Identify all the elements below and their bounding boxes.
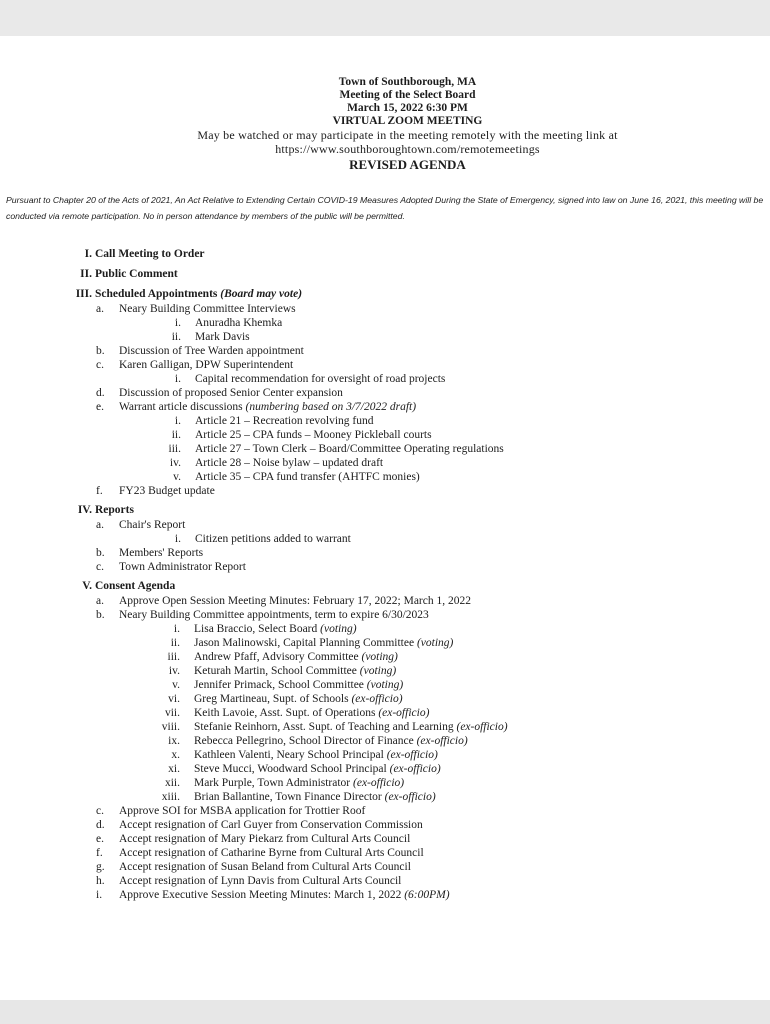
list-item (0, 546, 770, 560)
subitem-number: i. (174, 533, 181, 545)
list-subitem (0, 622, 770, 636)
list-item (0, 344, 770, 358)
list-item (0, 518, 770, 532)
item-letter: e. (96, 401, 104, 413)
list-item (0, 400, 770, 414)
item-text: Town Administrator Report (119, 561, 246, 573)
subitem-number: xii. (164, 777, 180, 789)
list-item (0, 386, 770, 400)
meeting-name: Meeting of the Select Board (339, 89, 476, 101)
subitem-number: iii. (167, 651, 180, 663)
section-public-comment (0, 266, 770, 282)
subitem-role: (voting) (416, 637, 454, 649)
item-letter: b. (96, 345, 105, 357)
subitem-role: (voting) (359, 665, 397, 677)
meeting-date: March 15, 2022 6:30 PM (347, 102, 468, 114)
item-letter: h. (96, 875, 105, 887)
item-note: (6:00PM) (404, 889, 450, 901)
subitem-role: (ex-officio) (456, 721, 508, 733)
subitem-number: v. (173, 471, 181, 483)
subitem-role: (voting) (366, 679, 404, 691)
subitem-text: Mark Davis (195, 331, 250, 343)
section-title: Scheduled Appointments (95, 288, 218, 300)
item-letter: e. (96, 833, 104, 845)
item-text: Accept resignation of Mary Piekarz from Cultural Arts Council (119, 833, 411, 845)
subitem-text: Article 35 – CPA fund transfer (AHTFC monies) (195, 471, 420, 483)
list-subitem (0, 372, 770, 386)
list-subitem (0, 330, 770, 344)
subitem-number: i. (174, 373, 181, 385)
list-subitem (0, 428, 770, 442)
list-subitem (0, 692, 770, 706)
item-text: Members' Reports (119, 547, 204, 559)
subitem-text: Keturah Martin, School Committee (194, 665, 357, 677)
list-subitem (0, 664, 770, 678)
subitem-number: ii. (170, 637, 180, 649)
list-subitem (0, 456, 770, 470)
subitem-number: xiii. (161, 791, 180, 803)
item-letter: c. (96, 359, 104, 371)
subitem-role: (ex-officio) (384, 791, 436, 803)
agenda-list (0, 246, 770, 902)
subitem-text: Kathleen Valenti, Neary School Principal (194, 749, 384, 761)
item-text: Karen Galligan, DPW Superintendent (119, 359, 294, 371)
list-subitem (0, 748, 770, 762)
item-text: Accept resignation of Catharine Byrne from Cultural Arts Council (119, 847, 424, 859)
agenda-title: REVISED AGENDA (349, 157, 466, 172)
item-letter: d. (96, 819, 105, 831)
list-item (0, 804, 770, 818)
item-letter: f. (96, 485, 103, 497)
list-subitem (0, 442, 770, 456)
list-subitem (0, 470, 770, 484)
subitem-text: Citizen petitions added to warrant (195, 533, 351, 545)
subitem-text: Steve Mucci, Woodward School Principal (194, 763, 387, 775)
subitem-text: Brian Ballantine, Town Finance Director (194, 791, 382, 803)
subitem-number: ii. (171, 429, 181, 441)
town-name: Town of Southborough, MA (338, 76, 477, 88)
subitem-text: Jennifer Primack, School Committee (194, 679, 364, 691)
subitem-role: (ex-officio) (416, 735, 468, 747)
item-letter: c. (96, 561, 104, 573)
subitem-number: v. (172, 679, 180, 691)
list-item (0, 608, 770, 622)
item-text: Accept resignation of Carl Guyer from Conservation Commission (119, 819, 423, 831)
item-text: Neary Building Committee appointments, term to expire 6/30/2023 (119, 609, 429, 621)
subitem-number: vi. (168, 693, 180, 705)
list-subitem (0, 706, 770, 720)
section-number: V. (82, 580, 92, 592)
list-item (0, 484, 770, 498)
subitem-text: Stefanie Reinhorn, Asst. Supt. of Teaching and Learning (194, 721, 454, 733)
list-item (0, 832, 770, 846)
list-subitem (0, 762, 770, 776)
list-subitem (0, 532, 770, 546)
subitem-text: Article 21 – Recreation revolving fund (195, 415, 374, 427)
section-reports (0, 502, 770, 518)
remote-link: https://www.southboroughtown.com/remotemeetings (275, 142, 540, 156)
subitem-number: i. (174, 317, 181, 329)
section-consent-agenda (0, 578, 770, 594)
list-subitem (0, 790, 770, 804)
list-item (0, 846, 770, 860)
subitem-number: vii. (164, 707, 180, 719)
remote-notice: May be watched or may participate in the meeting remotely with the meeting link at (197, 128, 618, 142)
subitem-number: x. (171, 749, 180, 761)
subitem-text: Greg Martineau, Supt. of Schools (194, 693, 349, 705)
item-text: Discussion of Tree Warden appointment (119, 345, 304, 357)
scan-border-top (0, 0, 770, 36)
section-call-to-order (0, 246, 770, 262)
subitem-text: Rebecca Pellegrino, School Director of Finance (194, 735, 414, 747)
subitem-number: xi. (168, 763, 180, 775)
list-item (0, 358, 770, 372)
list-item (0, 302, 770, 316)
list-subitem (0, 776, 770, 790)
list-subitem (0, 650, 770, 664)
list-subitem (0, 720, 770, 734)
item-text: Approve Executive Session Meeting Minutes: March 1, 2022 (119, 889, 402, 901)
item-letter: c. (96, 805, 104, 817)
list-subitem (0, 414, 770, 428)
item-note: (numbering based on 3/7/2022 draft) (245, 401, 417, 413)
list-item (0, 874, 770, 888)
section-title: Consent Agenda (95, 580, 176, 592)
subitem-text: Article 28 – Noise bylaw – updated draft (195, 457, 384, 469)
subitem-number: ix. (168, 735, 180, 747)
subitem-role: (ex-officio) (378, 707, 430, 719)
subitem-number: iv. (168, 665, 180, 677)
subitem-number: i. (173, 623, 180, 635)
subitem-text: Mark Purple, Town Administrator (194, 777, 351, 789)
subitem-role: (ex-officio) (386, 749, 438, 761)
scan-border-bottom (0, 1000, 770, 1024)
subitem-number: i. (174, 415, 181, 427)
section-note: (Board may vote) (220, 288, 303, 300)
item-letter: a. (96, 595, 104, 607)
subitem-number: iv. (169, 457, 181, 469)
section-scheduled-appointments (0, 286, 770, 302)
item-text: Discussion of proposed Senior Center expansion (119, 387, 343, 399)
subitem-number: ii. (171, 331, 181, 343)
subitem-role: (ex-officio) (353, 777, 405, 789)
subitem-text: Anuradha Khemka (195, 317, 283, 329)
subitem-number: iii. (168, 443, 181, 455)
subitem-role: (voting) (361, 651, 398, 663)
subitem-text: Keith Lavoie, Asst. Supt. of Operations (194, 707, 376, 719)
list-subitem (0, 316, 770, 330)
item-text: Neary Building Committee Interviews (119, 303, 296, 315)
section-number: III. (75, 288, 92, 300)
item-text: Accept resignation of Susan Beland from Cultural Arts Council (119, 861, 411, 873)
subitem-text: Article 27 – Town Clerk – Board/Committee Operating regulations (195, 443, 504, 455)
list-item (0, 594, 770, 608)
subitem-text: Jason Malinowski, Capital Planning Committee (194, 637, 415, 649)
section-title: Reports (95, 504, 134, 516)
list-subitem (0, 678, 770, 692)
item-letter: a. (96, 519, 104, 531)
list-item (0, 560, 770, 574)
subitem-text: Andrew Pfaff, Advisory Committee (194, 651, 359, 663)
item-text: Approve Open Session Meeting Minutes: February 17, 2022; March 1, 2022 (119, 595, 471, 607)
subitem-number: viii. (161, 721, 180, 733)
list-item (0, 888, 770, 902)
item-letter: b. (96, 609, 105, 621)
item-letter: f. (96, 847, 103, 859)
item-text: Warrant article discussions (119, 401, 243, 413)
item-text: FY23 Budget update (119, 485, 215, 497)
subitem-text: Lisa Braccio, Select Board (194, 623, 318, 635)
subitem-role: (voting) (320, 623, 357, 635)
section-title: Public Comment (95, 268, 178, 280)
list-item (0, 860, 770, 874)
item-letter: i. (96, 889, 103, 901)
section-number: I. (84, 248, 92, 260)
item-letter: g. (96, 861, 105, 873)
subitem-role: (ex-officio) (351, 693, 403, 705)
agenda-header (0, 76, 770, 172)
section-number: IV. (77, 504, 92, 516)
subitem-text: Article 25 – CPA funds – Mooney Pickleball courts (195, 429, 432, 441)
item-text: Chair's Report (119, 519, 186, 531)
list-item (0, 818, 770, 832)
item-letter: d. (96, 387, 105, 399)
item-letter: b. (96, 547, 105, 559)
item-text: Accept resignation of Lynn Davis from Cultural Arts Council (119, 875, 402, 887)
pursuant-notice: Pursuant to Chapter 20 of the Acts of 2021, An Act Relative to Extending Certain COVID-19 Measures Adopted During the State of Emergency, signed into law on June 16, 2021, this meeting will be conducted via remote participation. No in person attendance by members of the public will be permitted. (6, 195, 764, 221)
list-subitem (0, 636, 770, 650)
section-number: II. (80, 268, 92, 280)
item-text: Approve SOI for MSBA application for Trottier Roof (119, 805, 366, 817)
section-title: Call Meeting to Order (95, 248, 205, 260)
item-letter: a. (96, 303, 104, 315)
meeting-format: VIRTUAL ZOOM MEETING (332, 115, 483, 127)
subitem-role: (ex-officio) (389, 763, 441, 775)
list-subitem (0, 734, 770, 748)
subitem-text: Capital recommendation for oversight of road projects (195, 373, 446, 385)
